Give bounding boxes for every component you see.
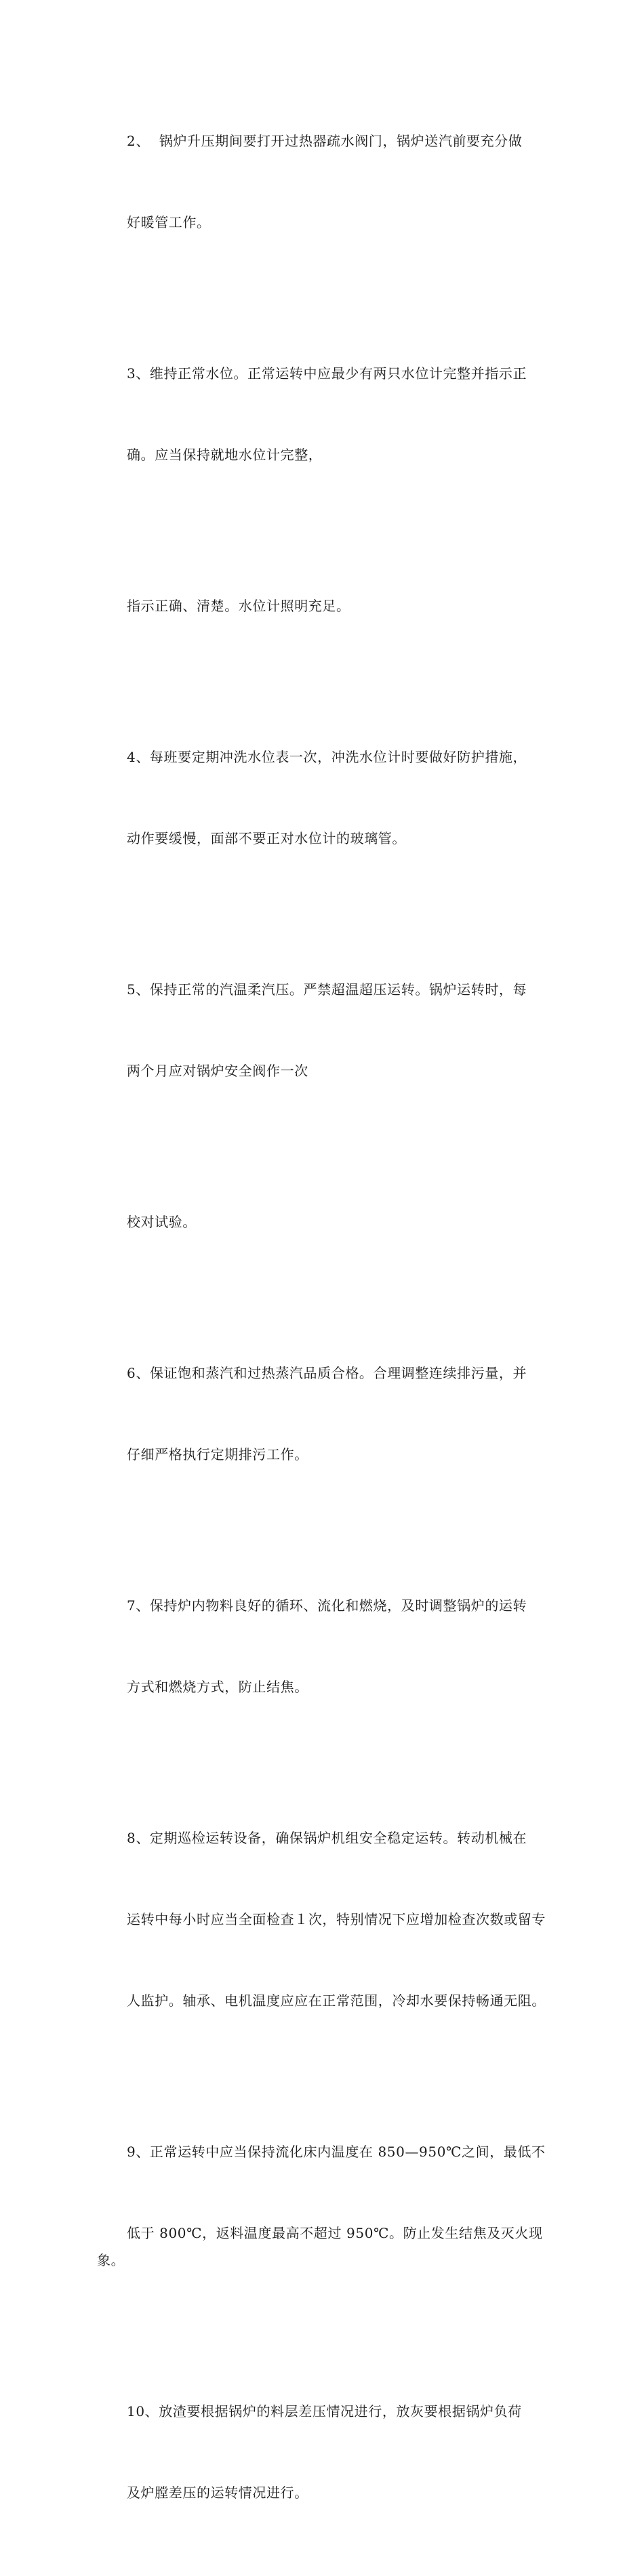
paragraph-line: 3、维持正常水位。正常运转中应最少有两只水位计完整并指示正 bbox=[127, 365, 527, 382]
paragraph-line: 及炉膛差压的运转情况进行。 bbox=[127, 2485, 308, 2501]
paragraph-line: 8、定期巡检运转设备，确保锅炉机组安全稳定运转。转动机械在 bbox=[127, 1830, 527, 1846]
paragraph-line: 低于 800℃，返料温度最高不超过 950℃。防止发生结焦及灭火现象。 bbox=[97, 2225, 543, 2268]
paragraph-line: 5、保持正常的汽温柔汽压。严禁超温超压运转。锅炉运转时，每 bbox=[127, 981, 527, 998]
paragraph-line: 运转中每小时应当全面检查１次，特别情况下应增加检查次数或留专 bbox=[127, 1911, 546, 1927]
paragraph-5 bbox=[97, 922, 550, 1139]
paragraph-8 bbox=[97, 1770, 550, 2068]
paragraph-10 bbox=[97, 2344, 550, 2560]
paragraph-line: 4、每班要定期冲洗水位表一次，冲洗水位计时要做好防护措施， bbox=[127, 749, 527, 765]
paragraph-5-continued bbox=[97, 1154, 550, 1290]
paragraph-3-continued bbox=[97, 538, 550, 674]
paragraph-line: 2、 锅炉升压期间要打开过热器疏水阀门，锅炉送汽前要充分做 bbox=[127, 133, 523, 149]
paragraph-line: 7、保持炉内物料良好的循环、流化和燃烧，及时调整锅炉的运转 bbox=[127, 1597, 527, 1614]
paragraph-line: 9、正常运转中应当保持流化床内温度在 850—950℃之间，最低不 bbox=[127, 2144, 546, 2160]
paragraph-line: 两个月应对锅炉安全阀作一次 bbox=[127, 1063, 308, 1079]
paragraph-9 bbox=[97, 2084, 550, 2328]
paragraph-line: 仔细严格执行定期排污工作。 bbox=[127, 1446, 308, 1463]
paragraph-line: 6、保证饱和蒸汽和过热蒸汽品质合格。合理调整连续排污量，并 bbox=[127, 1365, 527, 1381]
paragraph-4 bbox=[97, 689, 550, 906]
paragraph-6 bbox=[97, 1305, 550, 1522]
paragraph-line: 动作要缓慢，面部不要正对水位计的玻璃管。 bbox=[127, 830, 406, 846]
document-body bbox=[97, 73, 550, 2576]
paragraph-line: 指示正确、清楚。水位计照明充足。 bbox=[127, 598, 350, 614]
paragraph-line: 10、放渣要根据锅炉的料层差压情况进行，放灰要根据锅炉负荷 bbox=[127, 2403, 522, 2419]
paragraph-7 bbox=[97, 1538, 550, 1755]
paragraph-2 bbox=[97, 73, 550, 290]
paragraph-line: 好暖管工作。 bbox=[127, 214, 211, 230]
paragraph-line: 方式和燃烧方式，防止结焦。 bbox=[127, 1679, 308, 1695]
paragraph-line: 确。应当保持就地水位计完整， bbox=[127, 447, 323, 463]
paragraph-line: 人监护。轴承、电机温度应应在正常范围，冷却水要保持畅通无阻。 bbox=[127, 1992, 546, 2009]
paragraph-line: 校对试验。 bbox=[127, 1214, 197, 1230]
paragraph-3 bbox=[97, 306, 550, 523]
